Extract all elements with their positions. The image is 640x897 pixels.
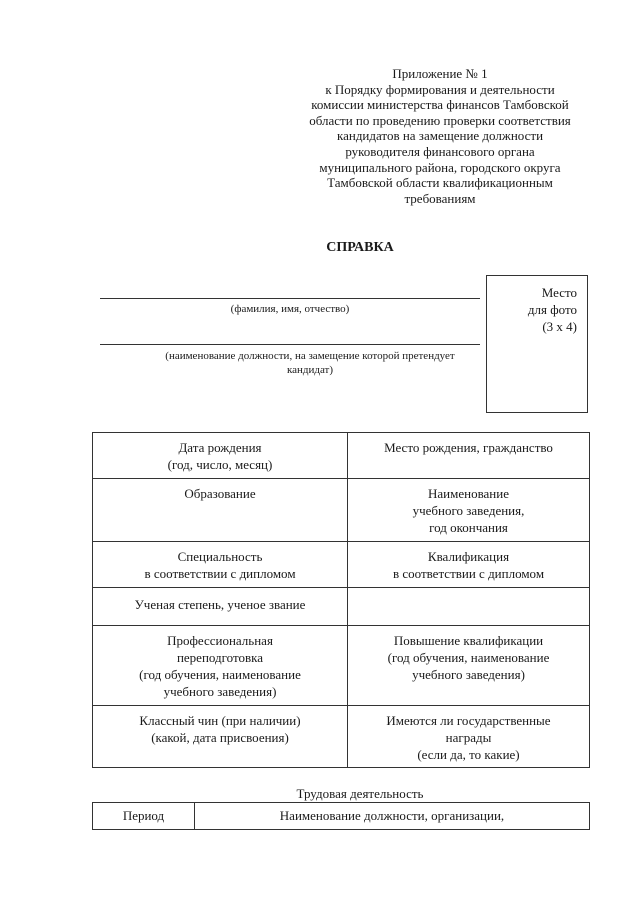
name-field-caption: (фамилия, имя, отчество)	[230, 303, 350, 315]
cell-text: учебного заведения,	[412, 503, 525, 518]
cell-text: (год, число, месяц)	[167, 457, 273, 472]
table-cell	[348, 626, 590, 706]
cell-text: учебного заведения)	[412, 667, 525, 682]
cell-text: Место рождения, гражданство	[384, 440, 553, 455]
table-header-row	[93, 803, 590, 830]
table-row	[93, 433, 590, 479]
cell-text: в соответствии с дипломом	[144, 566, 296, 581]
appendix-line: муниципального района, городского округа	[319, 159, 561, 175]
table-row	[93, 706, 590, 768]
cell-text: (если да, то какие)	[417, 747, 520, 762]
table-row	[93, 542, 590, 588]
appendix-line: области по проведению проверки соответствия	[309, 112, 571, 128]
appendix-line: Тамбовской области квалификационным	[327, 175, 553, 191]
work-history-title: Трудовая деятельность	[296, 786, 424, 801]
table-row	[93, 588, 590, 626]
table-cell	[93, 706, 348, 768]
table-cell	[348, 706, 590, 768]
table-row	[93, 626, 590, 706]
cell-text: Имеются ли государственные	[386, 713, 551, 728]
cell-text: переподготовка	[176, 650, 264, 665]
table-cell	[348, 588, 590, 626]
info-table	[92, 432, 590, 768]
table-cell	[93, 433, 348, 479]
photo-box	[486, 275, 588, 413]
appendix-line: руководителя финансового органа	[345, 143, 535, 159]
work-history-table	[92, 802, 590, 830]
position-caption-line: кандидат)	[286, 364, 334, 376]
appendix-line: к Порядку формирования и деятельности	[325, 81, 555, 97]
appendix-line: требованиям	[404, 190, 476, 206]
cell-text: в соответствии с дипломом	[392, 566, 545, 581]
appendix-header	[280, 66, 600, 206]
cell-text: год окончания	[429, 520, 508, 535]
cell-text: Квалификация	[427, 549, 510, 564]
cell-text: награды	[445, 730, 492, 745]
table-cell	[93, 626, 348, 706]
cell-text: Классный чин (при наличии)	[139, 713, 301, 728]
position-field-caption	[130, 349, 490, 377]
cell-text: учебного заведения)	[163, 684, 277, 699]
appendix-line: кандидатов на замещение должности	[336, 128, 544, 144]
photo-label-line: Место	[541, 285, 577, 300]
appendix-line: комиссии министерства финансов Тамбовской	[311, 97, 569, 113]
table-cell	[93, 479, 348, 542]
table-row	[93, 479, 590, 542]
table-cell	[348, 542, 590, 588]
photo-label-line: для фото	[527, 302, 577, 317]
column-header-period: Период	[93, 803, 195, 830]
cell-text: (какой, дата присвоения)	[151, 730, 289, 745]
cell-text: Профессиональная	[167, 633, 273, 648]
cell-text: Ученая степень, ученое звание	[134, 597, 306, 612]
name-field-line[interactable]	[100, 298, 480, 299]
cell-text: (год обучения, наименование	[139, 667, 301, 682]
appendix-line: Приложение № 1	[392, 66, 488, 81]
position-field-line[interactable]	[100, 344, 480, 345]
photo-label-line: (3 х 4)	[542, 319, 577, 334]
cell-text: Специальность	[177, 549, 263, 564]
column-header-position: Наименование должности, организации,	[195, 803, 590, 830]
position-caption-line: (наименование должности, на замещение которой претендует	[165, 350, 455, 362]
cell-text: Образование	[184, 486, 256, 501]
document-title: СПРАВКА	[326, 240, 394, 255]
cell-text: Дата рождения	[178, 440, 262, 455]
table-cell	[348, 479, 590, 542]
table-cell	[93, 588, 348, 626]
cell-text: Наименование	[428, 486, 509, 501]
cell-text: (год обучения, наименование	[387, 650, 550, 665]
cell-text: Повышение квалификации	[393, 633, 544, 648]
table-cell	[348, 433, 590, 479]
table-cell	[93, 542, 348, 588]
